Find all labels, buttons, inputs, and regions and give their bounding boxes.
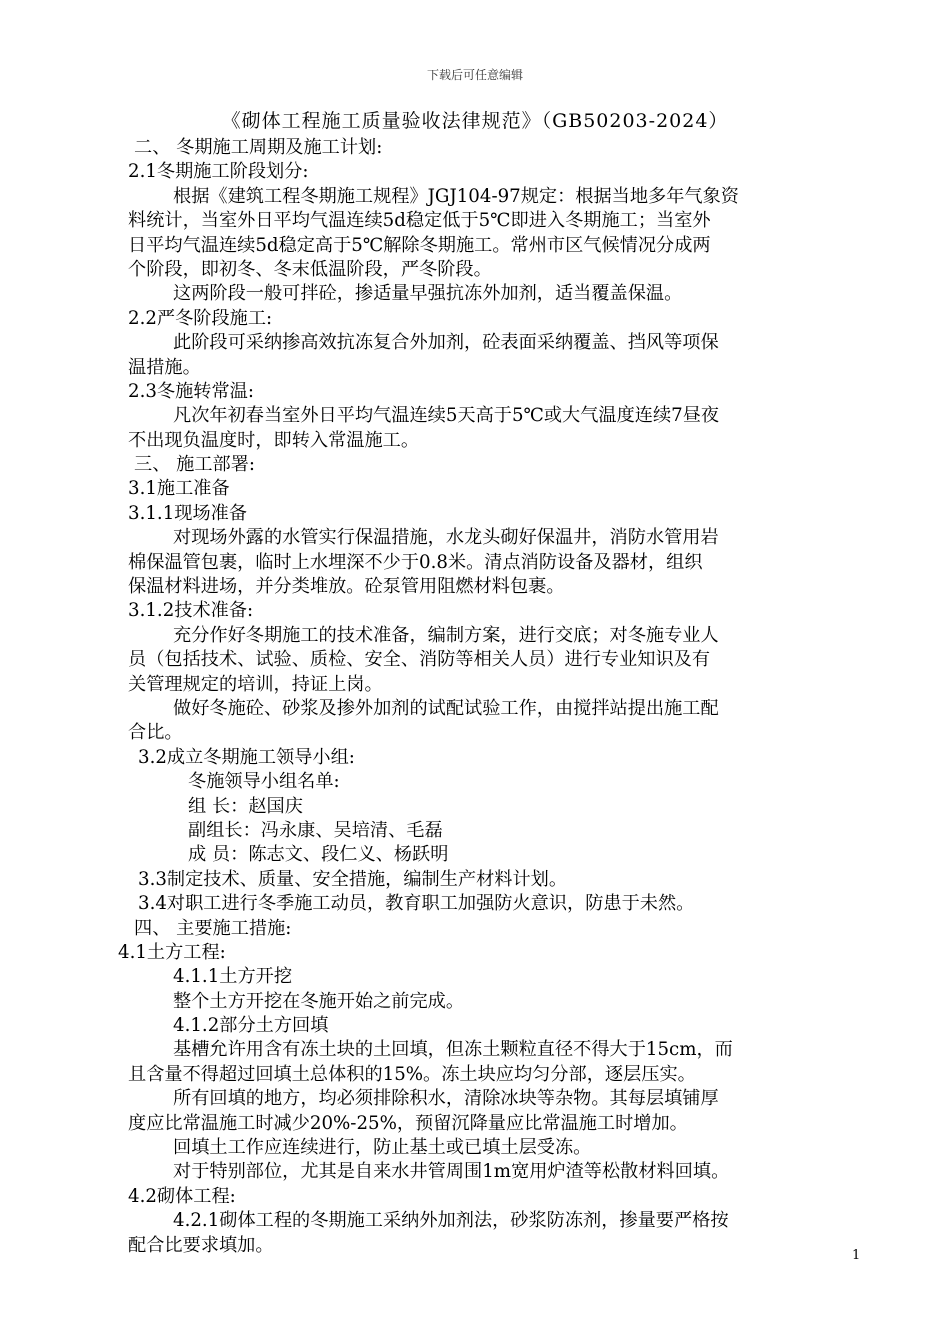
document-title: 《砌体工程施工质量验收法律规范》（GB50203-2024） xyxy=(221,110,729,132)
text-line: 这两阶段一般可拌砼，掺适量早强抗冻外加剂，适当覆盖保温。 xyxy=(173,283,683,305)
text-line: 3.4对职工进行冬季施工动员，教育职工加强防火意识，防患于未然。 xyxy=(138,893,695,915)
page-number: 1 xyxy=(852,1248,861,1263)
text-line: 2.1冬期施工阶段划分: xyxy=(128,161,309,183)
text-line: 2.3冬施转常温: xyxy=(128,380,254,402)
text-line: 回填土工作应连续进行，防止基土或已填土层受冻。 xyxy=(173,1137,592,1159)
text-line: 3.2成立冬期施工领导小组: xyxy=(138,746,355,768)
text-line: 4.1.1土方开挖 xyxy=(173,966,293,988)
text-line: 个阶段，即初冬、冬末低温阶段，严冬阶段。 xyxy=(128,258,492,280)
text-line: 四、 主要施工措施: xyxy=(134,917,292,939)
text-line: 充分作好冬期施工的技术准备，编制方案，进行交底；对冬施专业人 xyxy=(173,624,719,646)
text-line: 3.1.1现场准备 xyxy=(128,502,248,524)
text-line: 合比。 xyxy=(128,722,183,744)
text-line: 配合比要求填加。 xyxy=(128,1234,274,1256)
text-line: 3.1施工准备 xyxy=(128,478,230,500)
text-line: 3.3制定技术、质量、安全措施，编制生产材料计划。 xyxy=(138,868,568,890)
text-line: 4.2砌体工程: xyxy=(128,1185,236,1207)
text-line: 温措施。 xyxy=(128,356,201,378)
text-line: 4.2.1砌体工程的冬期施工采纳外加剂法，砂浆防冻剂，掺量要严格按 xyxy=(173,1210,729,1232)
text-line: 且含量不得超过回填土总体积的15%。冻土块应均匀分部，逐层压实。 xyxy=(128,1063,696,1085)
text-line: 组 长：赵国庆 xyxy=(188,795,303,817)
text-line: 对于特别部位，尤其是自来水井管周围1m宽用炉渣等松散材料回填。 xyxy=(173,1161,730,1183)
text-line: 4.1土方工程: xyxy=(118,941,226,963)
text-line: 日平均气温连续5d稳定高于5℃解除冬期施工。常州市区气候情况分成两 xyxy=(128,234,711,256)
text-line: 二、 冬期施工周期及施工计划: xyxy=(134,137,383,158)
text-line: 对现场外露的水管实行保温措施，水龙头砌好保温井，消防水管用岩 xyxy=(173,527,719,549)
text-line: 2.2严冬阶段施工: xyxy=(128,307,273,329)
text-line: 度应比常温施工时减少20%-25%，预留沉降量应比常温施工时增加。 xyxy=(128,1112,688,1134)
text-line: 料统计，当室外日平均气温连续5d稳定低于5℃即进入冬期施工；当室外 xyxy=(128,210,711,232)
text-line: 成 员：陈志文、段仁义、杨跃明 xyxy=(188,844,449,866)
header-note: 下载后可任意编辑 xyxy=(426,68,523,82)
text-line: 员（包括技术、试验、质检、安全、消防等相关人员）进行专业知识及有 xyxy=(128,649,711,671)
text-line: 凡次年初春当室外日平均气温连续5天高于5℃或大气温度连续7昼夜 xyxy=(173,405,720,427)
document-body xyxy=(118,136,868,1258)
text-line: 此阶段可采纳掺高效抗冻复合外加剂，砼表面采纳覆盖、挡风等项保 xyxy=(173,332,719,354)
text-line: 关管理规定的培训，持证上岗。 xyxy=(128,673,383,695)
text-line: 做好冬施砼、砂浆及掺外加剂的试配试验工作，由搅拌站提出施工配 xyxy=(173,697,719,719)
text-line: 根据《建筑工程冬期施工规程》JGJ104-97规定：根据当地多年气象资 xyxy=(173,185,739,207)
text-line: 保温材料进场，并分类堆放。砼泵管用阻燃材料包裹。 xyxy=(128,576,565,598)
text-line: 棉保温管包裹，临时上水埋深不少于0.8米。清点消防设备及器材，组织 xyxy=(128,551,703,573)
text-line: 基槽允许用含有冻土块的土回填，但冻土颗粒直径不得大于15cm，而 xyxy=(173,1039,733,1061)
text-line: 整个土方开挖在冬施开始之前完成。 xyxy=(173,990,465,1012)
text-line: 4.1.2部分土方回填 xyxy=(173,1015,329,1037)
text-line: 3.1.2技术准备: xyxy=(128,600,254,622)
text-line: 三、 施工部署: xyxy=(134,454,256,476)
text-line: 所有回填的地方，均必须排除积水，清除冰块等杂物。其每层填铺厚 xyxy=(173,1088,719,1110)
text-line: 副组长：冯永康、吴培清、毛磊 xyxy=(188,819,443,841)
text-line: 不出现负温度时，即转入常温施工。 xyxy=(128,429,420,451)
text-line: 冬施领导小组名单: xyxy=(188,771,340,793)
